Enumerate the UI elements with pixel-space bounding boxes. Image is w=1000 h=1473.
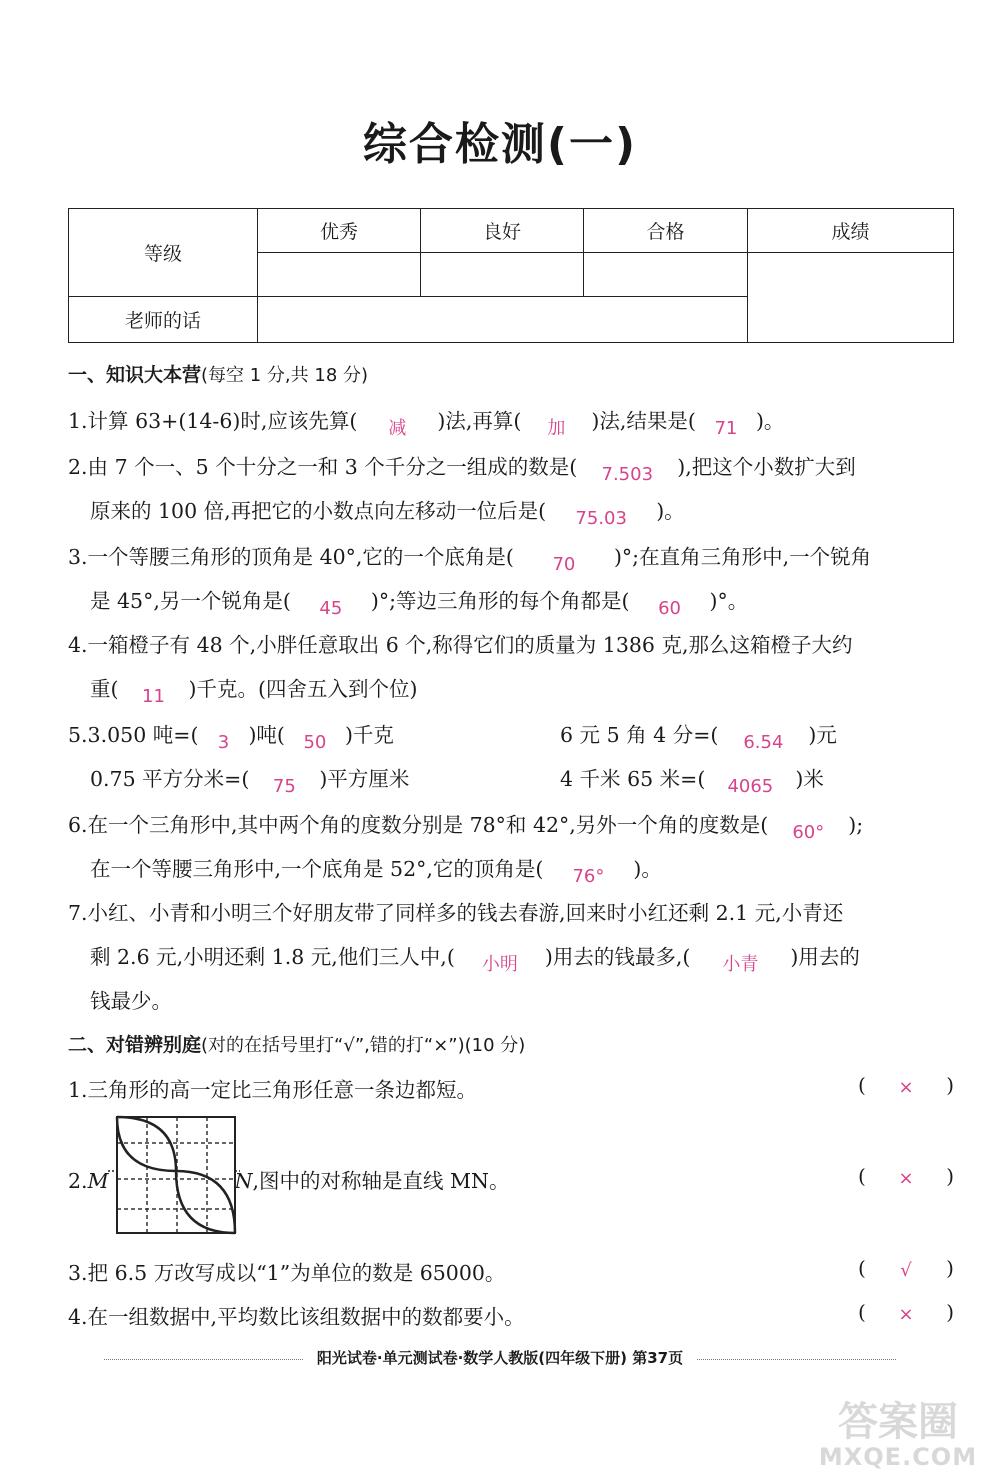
mark-2: × xyxy=(898,1168,914,1189)
judge-item-4: 4.在一组数据中,平均数比该组数据中的数都要小。 xyxy=(68,1305,525,1329)
question-7-cont: 剩 2.6 元,小明还剩 1.8 元,他们三人中,( 小明 )用去的钱最多,( 小青 )用去的 xyxy=(90,945,860,975)
answer-7-1: 小明 xyxy=(481,954,518,975)
grade-pass-cell xyxy=(584,253,748,297)
grade-table xyxy=(68,208,954,343)
section2-title: 二、对错辨别庭 xyxy=(68,1034,202,1056)
score-label: 成绩 xyxy=(748,209,954,253)
question-3-cont: 是 45°,另一个锐角是( 45 )°;等边三角形的每个角都是( 60 )°。 xyxy=(90,589,749,619)
footer-dots-right xyxy=(697,1359,896,1360)
answer-1-1: 减 xyxy=(388,418,407,439)
answer-5-2: 50 xyxy=(303,732,327,753)
section1-note: (每空 1 分,共 18 分) xyxy=(201,365,369,386)
footer-text: 阳光试卷·单元测试卷·数学人教版(四年级下册) 第37页 xyxy=(316,1349,684,1367)
answer-7-2: 小青 xyxy=(722,954,759,975)
section1-heading xyxy=(68,360,368,387)
answer-1-3: 71 xyxy=(714,418,738,439)
grade-excellent-label: 优秀 xyxy=(258,209,421,253)
grade-good-label: 良好 xyxy=(421,209,584,253)
question-4-cont: 重( 11 )千克。(四舍五入到个位) xyxy=(90,677,418,707)
answer-4-1: 11 xyxy=(142,686,165,707)
symmetry-grid-figure xyxy=(100,1113,240,1237)
answer-5-4: 75 xyxy=(272,776,296,797)
answer-5-3: 6.54 xyxy=(743,732,784,753)
grade-excellent-cell xyxy=(258,253,421,297)
watermark xyxy=(798,1400,998,1470)
watermark-url: MXQE.COM xyxy=(818,1443,978,1471)
question-1: 1.计算 63+(14-6)时,应该先算( 减 )法,再算( 加 )法,结果是( 71 )。 xyxy=(68,409,785,439)
mark-4: × xyxy=(898,1304,914,1325)
answer-5-1: 3 xyxy=(217,732,230,753)
question-4: 4.一箱橙子有 48 个,小胖任意取出 6 个,称得它们的质量为 1386 克,那么这箱橙子大约 xyxy=(68,633,853,657)
question-6-cont: 在一个等腰三角形中,一个底角是 52°,它的顶角是( 76° )。 xyxy=(90,857,662,887)
mark-3: √ xyxy=(900,1260,912,1281)
answer-6-2: 76° xyxy=(572,866,605,887)
question-7-cont2: 钱最少。 xyxy=(90,989,172,1013)
question-3: 3.一个等腰三角形的顶角是 40°,它的一个底角是( 70 )°;在直角三角形中,一个锐角 xyxy=(68,545,872,575)
grade-level-label: 等级 xyxy=(69,209,258,297)
question-5-row1: 5.3.050 吨=( 3 )吨( 50 )千克 6 元 5 角 4 分=( 6.54 )元 xyxy=(68,723,837,753)
page-title: 综合检测(一) xyxy=(362,119,638,170)
teacher-comment-label: 老师的话 xyxy=(69,297,258,343)
mark-1: × xyxy=(898,1077,914,1098)
answer-3-2: 45 xyxy=(319,598,343,619)
page-footer xyxy=(90,1347,910,1368)
answer-2-2: 75.03 xyxy=(575,508,627,529)
judge-answer-3: ( √ ) xyxy=(858,1256,954,1280)
label-n: N xyxy=(234,1169,253,1193)
judge-item-3: 3.把 6.5 万改写成以“1”为单位的数是 65000。 xyxy=(68,1261,506,1285)
answer-3-3: 60 xyxy=(658,598,681,619)
grade-pass-label: 合格 xyxy=(584,209,748,253)
question-2: 2.由 7 个一、5 个十分之一和 3 个千分之一组成的数是( 7.503 ),把这个小数扩大到 xyxy=(68,455,856,485)
answer-6-1: 60° xyxy=(792,822,825,843)
grade-good-cell xyxy=(421,253,584,297)
judge-answer-2: ( × ) xyxy=(858,1164,954,1188)
section2-note: (对的在括号里打“√”,错的打“×”)(10 分) xyxy=(201,1035,526,1056)
judge-item-1: 1.三角形的高一定比三角形任意一条边都短。 xyxy=(68,1078,478,1102)
score-cell xyxy=(748,253,954,343)
label-m: M xyxy=(87,1169,109,1193)
answer-3-1: 70 xyxy=(552,554,576,575)
answer-5-5: 4065 xyxy=(727,776,774,797)
question-6: 6.在一个三角形中,其中两个角的度数分别是 78°和 42°,另外一个角的度数是( 60° ); xyxy=(68,813,864,843)
answer-1-2: 加 xyxy=(547,418,566,439)
judge-answer-4: ( × ) xyxy=(858,1300,954,1324)
judge-answer-1: ( × ) xyxy=(858,1073,954,1097)
question-2-cont: 原来的 100 倍,再把它的小数点向左移动一位后是( 75.03 )。 xyxy=(90,499,685,529)
question-7: 7.小红、小青和小明三个好朋友带了同样多的钱去春游,回来时小红还剩 2.1 元,小青还 xyxy=(68,901,844,925)
question-5-row2: 0.75 平方分米=( 75 )平方厘米 4 千米 65 米=( 4065 )米 xyxy=(90,767,824,797)
teacher-comment-cell xyxy=(258,297,748,343)
section2-heading xyxy=(68,1030,525,1057)
watermark-logo-text: 答案圈 xyxy=(838,1399,958,1445)
footer-dots-left xyxy=(104,1359,303,1360)
section1-title: 一、知识大本营 xyxy=(68,364,202,386)
judge-item-2: 2.M N,图中的对称轴是直线 MN。 xyxy=(68,1169,510,1193)
answer-2-1: 7.503 xyxy=(601,464,654,485)
